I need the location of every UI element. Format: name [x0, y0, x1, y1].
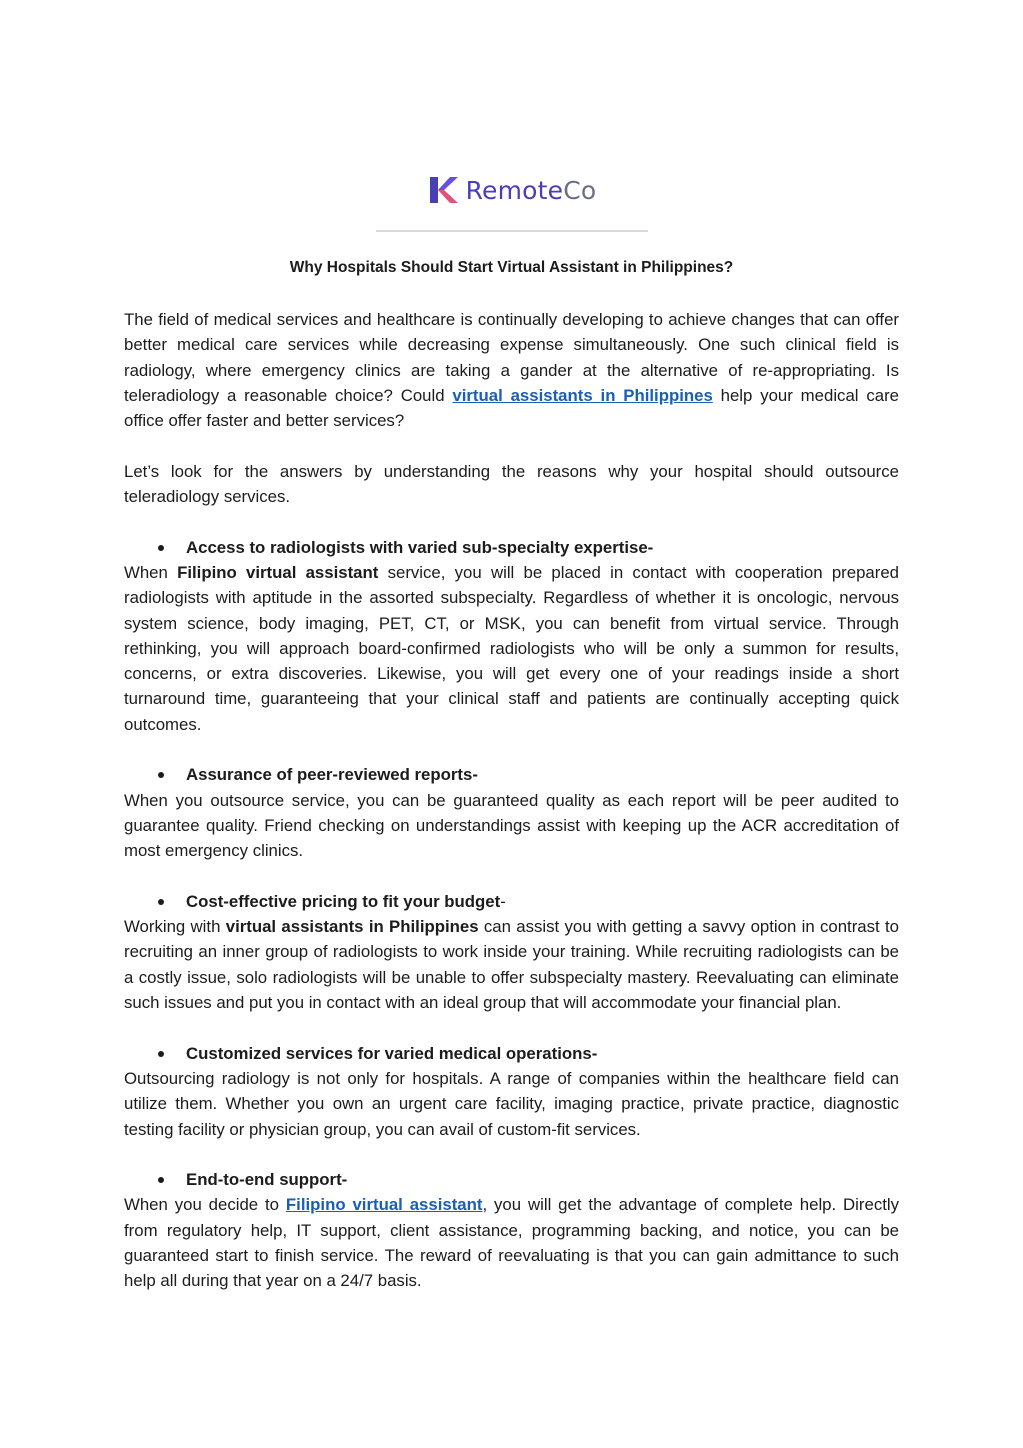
section-heading-text: End-to-end support- [186, 1170, 348, 1190]
page-title: Why Hospitals Should Start Virtual Assistant in Philippines? [289, 259, 734, 276]
section-body-assurance: When you outsource service, you can be guaranteed quality as each report will be peer audited to guarantee quality. Friend checking on understandings assist with keeping up the ACR accreditation of most emergency clinics. [124, 790, 899, 861]
bullet-icon [158, 545, 164, 551]
section-heading-text: Cost-effective pricing to fit your budget [186, 891, 501, 911]
section-heading-text: Assurance of peer-reviewed reports- [186, 765, 478, 785]
section-body-access [124, 560, 899, 737]
section-bold-text: virtual assistants in Philippines [225, 917, 479, 937]
section-text: can assist you with getting a savvy option in contrast to recruiting an inner group of radiologists to work inside your training. While recruiting radiologists can be a costly issue, solo radiologists will be unable to offer subspecialty mastery. Reevaluating can eliminate such issues and put you in contact with an ideal group that will accommodate your financial plan. [124, 917, 899, 1013]
section-heading-text: Customized services for varied medical operations- [186, 1043, 598, 1063]
section-heading-support [124, 1167, 899, 1192]
section-body-customized: Outsourcing radiology is not only for hospitals. A range of companies within the healthcare field can utilize them. Whether you own an urgent care facility, imaging practice, private practice, diagnostic testing facility or physician group, you can avail of custom-fit services. [124, 1068, 899, 1139]
intro-paragraph [124, 307, 899, 433]
bullet-icon [158, 1051, 164, 1057]
section-body-cost [124, 914, 899, 1015]
logo-text-co: Co [563, 175, 597, 205]
section-text: When [124, 562, 178, 582]
section-heading-cost [124, 889, 899, 914]
intro-paragraph-2: Let’s look for the answers by understanding the reasons why your hospital should outsource teleradiology services. [124, 461, 899, 507]
logo-wordmark [466, 176, 597, 205]
section-body-support [124, 1192, 899, 1293]
section-heading-assurance [124, 762, 899, 787]
logo-text-remote: Remote [465, 175, 564, 205]
article-body [124, 307, 899, 1294]
section-heading-text: Access to radiologists with varied sub-specialty expertise- [186, 537, 654, 557]
remoteco-logo [376, 150, 648, 232]
section-bold-text: Filipino virtual assistant [177, 562, 379, 582]
bullet-icon [158, 772, 164, 778]
section-heading-customized [124, 1041, 899, 1066]
filipino-virtual-assistant-link[interactable]: Filipino virtual assistant [285, 1195, 483, 1215]
section-heading-tail: - [500, 891, 506, 911]
bullet-icon [158, 899, 164, 905]
section-text: When you decide to [124, 1195, 286, 1215]
section-text: service, you will be placed in contact with cooperation prepared radiologists with aptitude in the assorted subspecialty. Regardless of whether it is oncologic, nervous system science, body imaging, PET, CT, or MSK, you can benefit from virtual service. Through rethinking, you will approach board-confirmed radiologists who will be only a summon for results, concerns, or extra discoveries. Likewise, you will get every one of your readings inside a short turnaround time, guaranteeing that your clinical staff and patients are continually accepting quick outcomes. [124, 562, 899, 734]
section-heading-access [124, 535, 899, 560]
bullet-icon [158, 1177, 164, 1183]
section-text: Working with [124, 917, 226, 937]
remoteco-k-logo-icon [428, 175, 458, 205]
intro-text-end: help your medical care office offer faster and better services? [124, 385, 899, 431]
intro-text: The field of medical services and healthcare is continually developing to achieve changes that can offer better medical care services while decreasing expense simultaneously. One such clinical field is radiology, where emergency clinics are taking a gander at the alternative of re-appropriating. Is teleradiology a reasonable choice? Could [124, 310, 899, 405]
virtual-assistants-link[interactable]: virtual assistants in Philippines [452, 385, 713, 405]
section-text: , you will get the advantage of complete help. Directly from regulatory help, IT support, client assistance, programming backing, and notice, you can be guaranteed start to finish service. The reward of reevaluating is that you can gain admittance to such help all during that year on a 24/7 basis. [124, 1195, 899, 1291]
